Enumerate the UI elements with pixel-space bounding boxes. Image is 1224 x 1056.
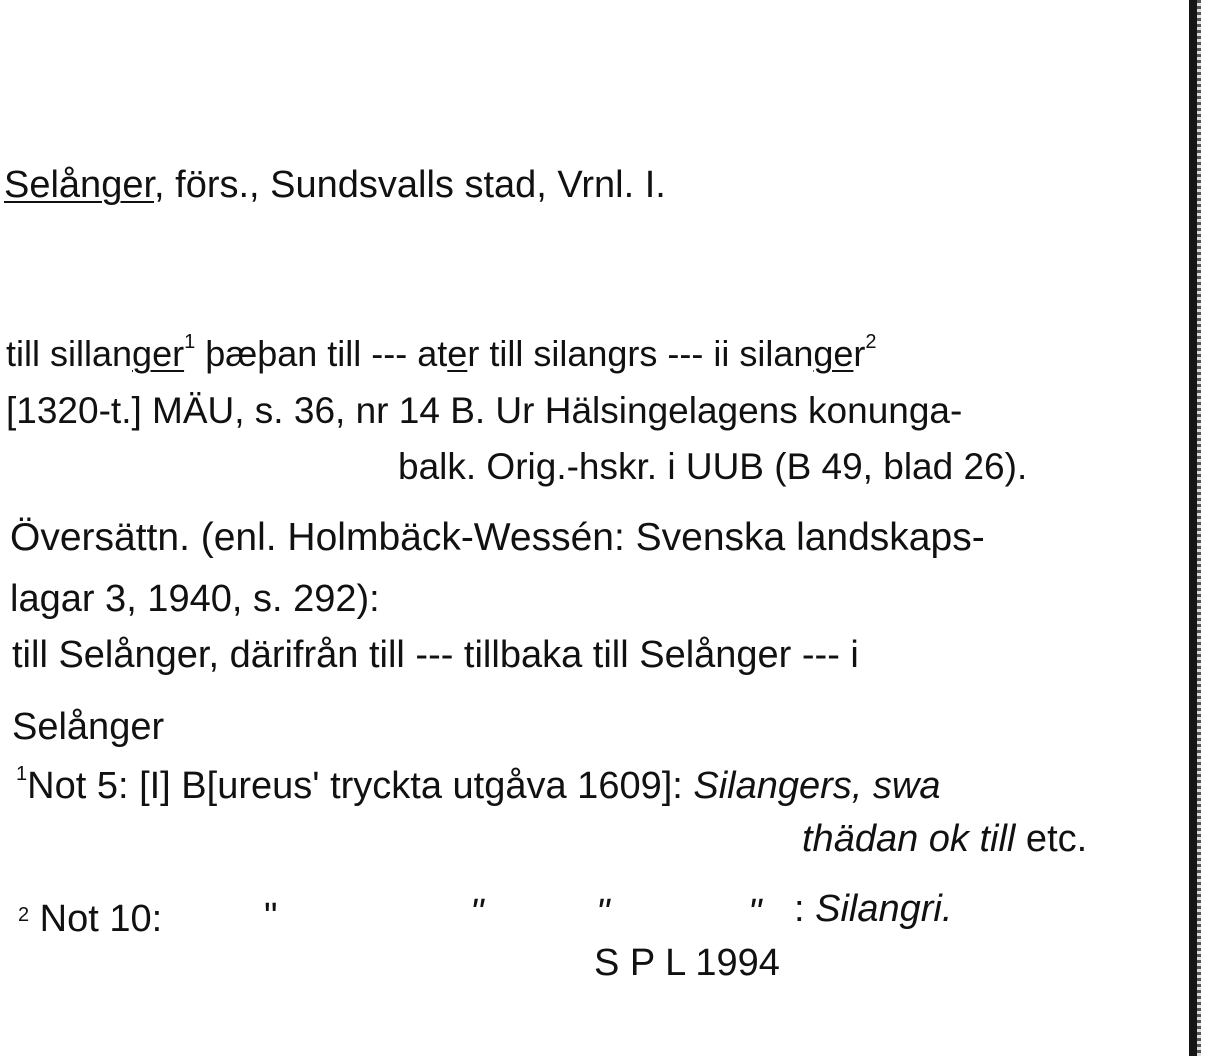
translation-line-3: till Selånger, därifrån till --- tillbaka till Selånger --- i [12, 634, 859, 676]
heading-line [4, 166, 666, 204]
footnote-text: : [794, 888, 805, 930]
footnote-ref-2: 2 [865, 331, 877, 353]
footnote-2 [18, 900, 162, 938]
ditto-mark: " [264, 896, 278, 938]
footnote-text: etc. [1015, 818, 1088, 860]
source-text: r [853, 333, 866, 374]
source-underlined: ge [813, 333, 854, 374]
translation-line-4: Selånger [12, 706, 165, 748]
ditto-mark: " [596, 892, 610, 934]
source-text: r till silangrs --- ii silan [467, 333, 814, 374]
footnote-quote: thädan ok till [802, 818, 1016, 860]
footnote-2-quote [794, 890, 952, 928]
footnote-marker: 1 [16, 763, 28, 785]
source-line-2: [1320-t.] MÄU, s. 36, nr 14 B. Ur Hälsingelagens konunga- [6, 390, 963, 431]
footnote-quote: Silangers, swa [693, 765, 941, 807]
source-underlined: e [447, 333, 468, 374]
ditto-mark: " [470, 892, 484, 934]
signature: S P L 1994 [594, 942, 780, 984]
footnote-quote: Silangri. [815, 888, 953, 930]
footnote-ref-1: 1 [184, 331, 196, 353]
translation-line-1: Översättn. (enl. Holmbäck-Wessén: Svenska landskaps- [10, 516, 985, 559]
footnote-1 [16, 764, 941, 805]
footnote-text: Not 10: [29, 898, 163, 940]
source-line-3: balk. Orig.-hskr. i UUB (B 49, blad 26). [398, 446, 1028, 487]
place-name: Selånger [4, 164, 155, 206]
footnote-text: Not 5: [I] B[ureus' tryckta utgåva 1609]: [27, 765, 694, 807]
source-text: þæþan till --- at [195, 333, 448, 374]
source-line-1 [6, 332, 877, 372]
translation-line-2: lagar 3, 1940, s. 292): [10, 578, 380, 620]
footnote-marker: 2 [18, 904, 30, 926]
heading-details: , förs., Sundsvalls stad, Vrnl. I. [154, 164, 666, 206]
source-underlined: ger [132, 333, 185, 374]
card-edge-scan-border [1189, 0, 1197, 1056]
source-text: till sillan [6, 333, 133, 374]
ditto-mark: " [748, 892, 762, 934]
footnote-1-cont [802, 820, 1087, 858]
